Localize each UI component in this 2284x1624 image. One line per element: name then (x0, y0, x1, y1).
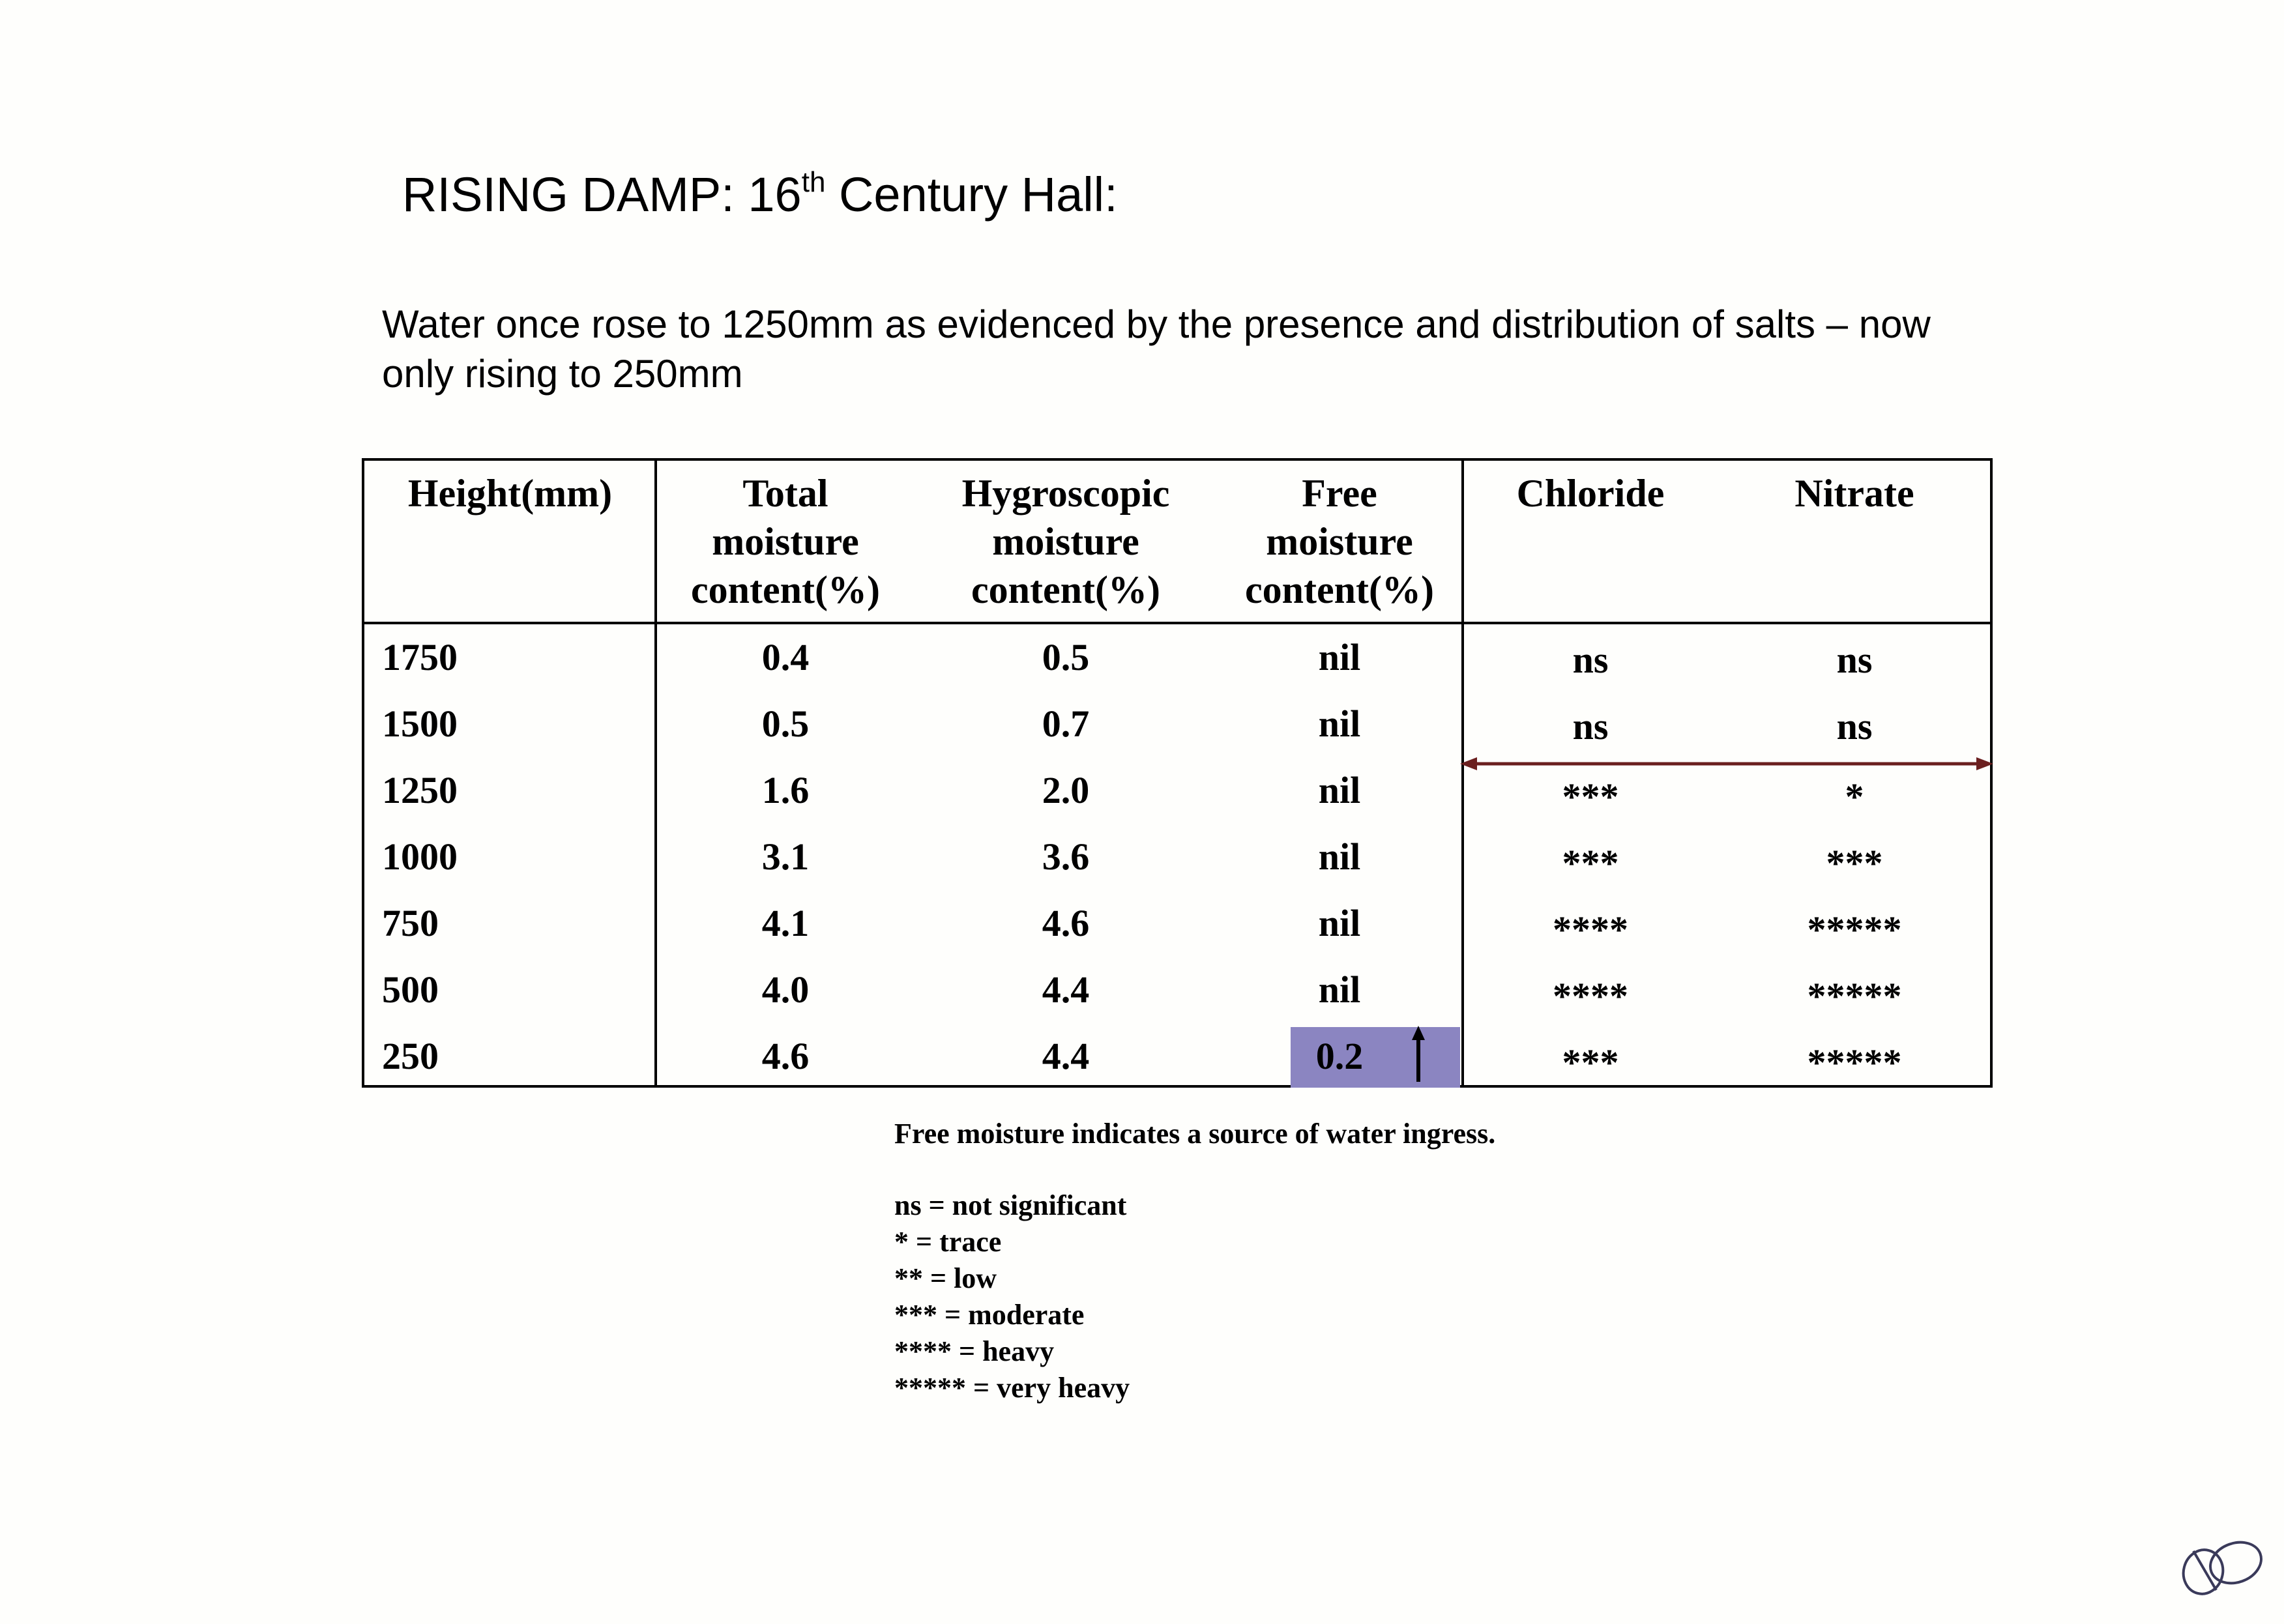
table-cell-chloride: ns (1572, 705, 1609, 747)
legend-item: **** = heavy (894, 1335, 1055, 1367)
legend-item: ** = low (894, 1262, 997, 1294)
legend-item: ns = not significant (894, 1189, 1127, 1221)
table-cell-free-highlighted: 0.2 (1315, 1035, 1364, 1077)
header-hygro-line3: content(%) (971, 568, 1160, 611)
header-nitrate: Nitrate (1794, 472, 1914, 515)
table-cell-chloride: **** (1553, 975, 1628, 1017)
table-cell-hygro: 2.0 (1042, 769, 1090, 811)
table-cell-total: 1.6 (761, 769, 810, 811)
table-cell-total: 0.5 (761, 703, 810, 745)
header-hygro-line2: moisture (992, 520, 1139, 563)
header-free-line3: content(%) (1245, 568, 1434, 611)
header-chloride: Chloride (1516, 472, 1665, 515)
table-cell-hygro: 4.4 (1042, 968, 1090, 1011)
table-cell-nitrate: ***** (1807, 1041, 1902, 1084)
table-cell-height: 1000 (382, 835, 458, 878)
free-moisture-note: Free moisture indicates a source of water ingress. (894, 1118, 1496, 1150)
table-cell-nitrate: ns (1836, 705, 1873, 747)
legend-item: ***** = very heavy (894, 1372, 1130, 1404)
table-cell-free: nil (1318, 769, 1361, 811)
table-cell-nitrate: * (1845, 776, 1864, 818)
table-cell-hygro: 0.5 (1042, 636, 1090, 678)
title-suffix: Century Hall: (825, 167, 1118, 222)
table-cell-nitrate: ns (1836, 639, 1873, 681)
table-cell-free: nil (1318, 636, 1361, 678)
legend-item: *** = moderate (894, 1299, 1085, 1331)
initials-mark-icon (2178, 1535, 2267, 1598)
table-cell-nitrate: ***** (1807, 908, 1902, 951)
legend-item: * = trace (894, 1226, 1002, 1258)
table-cell-height: 750 (382, 902, 439, 944)
table-cell-chloride: ns (1572, 639, 1609, 681)
table-cell-chloride: *** (1562, 776, 1619, 818)
table-cell-nitrate: ***** (1807, 975, 1902, 1017)
table-cell-total: 4.1 (761, 902, 810, 944)
table-cell-free: nil (1318, 835, 1361, 878)
title-prefix: RISING DAMP: 16 (402, 167, 802, 222)
table-cell-free: nil (1318, 968, 1361, 1011)
table-cell-height: 1500 (382, 703, 458, 745)
table-cell-hygro: 3.6 (1042, 835, 1090, 878)
header-height: Height(mm) (407, 472, 613, 515)
header-hygro-line1: Hygroscopic (961, 472, 1170, 515)
table-cell-total: 3.1 (761, 835, 810, 878)
header-total-line1: Total (742, 472, 828, 515)
legend (894, 1187, 1130, 1406)
table-cell-nitrate: *** (1826, 842, 1883, 884)
table-cell-height: 1750 (382, 636, 458, 678)
table-cell-free: nil (1318, 703, 1361, 745)
table-cell-chloride: **** (1553, 908, 1628, 951)
header-free-line2: moisture (1266, 520, 1413, 563)
table-cell-hygro: 0.7 (1042, 703, 1090, 745)
table-cell-height: 1250 (382, 769, 458, 811)
table-cell-height: 250 (382, 1035, 439, 1077)
page-subtitle: Water once rose to 1250mm as evidenced by the presence and distribution of salts – now only rising to 250mm (382, 302, 1931, 396)
table-cell-chloride: *** (1562, 1041, 1619, 1084)
up-arrow-icon (1412, 1026, 1425, 1082)
table-cell-total: 0.4 (761, 636, 810, 678)
table-cell-chloride: *** (1562, 842, 1619, 884)
salt-line-arrow (1460, 757, 1993, 770)
table-cell-total: 4.6 (761, 1035, 810, 1077)
table-cell-free: nil (1318, 902, 1361, 944)
header-total-line2: moisture (712, 520, 859, 563)
header-total-line3: content(%) (691, 568, 880, 611)
table-cell-hygro: 4.4 (1042, 1035, 1090, 1077)
title-superscript: th (801, 166, 826, 198)
table-cell-hygro: 4.6 (1042, 902, 1090, 944)
header-free-line1: Free (1302, 472, 1377, 515)
table-cell-height: 500 (382, 968, 439, 1011)
table-cell-total: 4.0 (761, 968, 810, 1011)
